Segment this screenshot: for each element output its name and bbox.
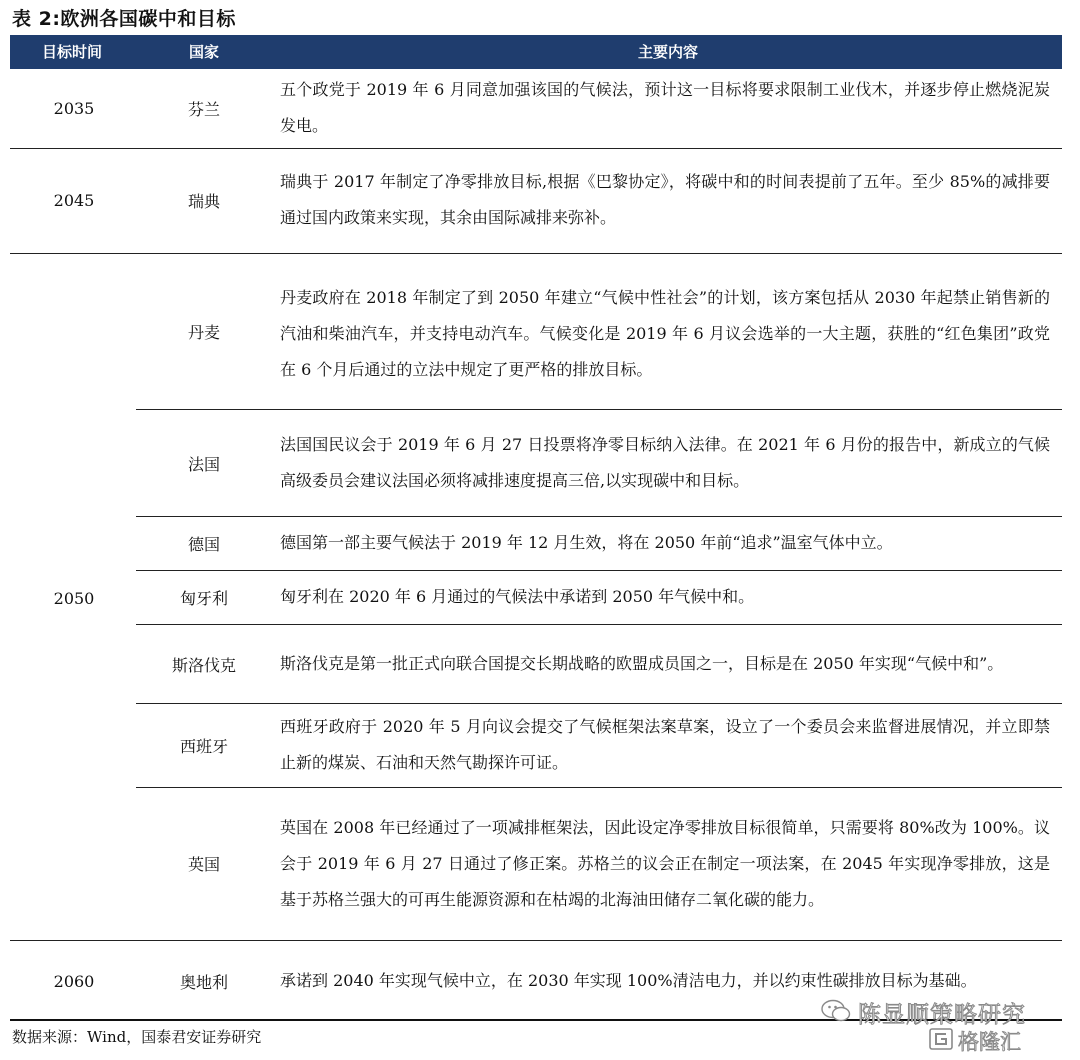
content-cell (280, 264, 1050, 404)
country-cell: 瑞典 (187, 191, 220, 211)
content-cell (280, 704, 1050, 786)
table-title: 表 2:欧洲各国碳中和目标 (12, 8, 236, 30)
country-cell: 匈牙利 (179, 588, 228, 608)
year-cell-2050: 2050 (53, 588, 95, 608)
row-divider (10, 940, 1062, 941)
content-cell (280, 571, 1050, 623)
content-text: 瑞典于 2017 年制定了净零排放目标,根据《巴黎协定》，将碳中和的时间表提前了五年。至少 85%的减排要通过国内政策来实现，其余由国际减排来弥补。 (280, 172, 1050, 227)
content-text: 承诺到 2040 年实现气候中立，在 2030 年实现 100%清洁电力，并以约束性碳排放目标为基础。 (280, 971, 977, 990)
header-year: 目标时间 (41, 43, 102, 61)
wechat-bubble-icon (820, 998, 852, 1024)
row-divider (136, 787, 1062, 788)
content-cell (280, 150, 1050, 250)
row-divider (10, 253, 1062, 254)
year-cell: 2035 (53, 98, 95, 118)
year-cell: 2060 (53, 971, 95, 991)
country-cell: 英国 (187, 854, 220, 874)
content-cell (280, 792, 1050, 936)
watermark-account-name: 陈显顺策略研究 (858, 1002, 1026, 1028)
country-cell: 斯洛伐克 (171, 655, 236, 675)
content-text: 匈牙利在 2020 年 6 月通过的气候法中承诺到 2050 年气候中和。 (280, 587, 755, 606)
row-divider (10, 148, 1062, 149)
content-cell (280, 72, 1050, 144)
table-header (10, 35, 1062, 69)
content-cell (280, 517, 1050, 569)
content-text: 德国第一部主要气候法于 2019 年 12 月生效，将在 2050 年前“追求”温室气体中立。 (280, 533, 893, 552)
header-country: 国家 (188, 43, 219, 61)
country-cell: 芬兰 (187, 99, 220, 119)
content-text: 丹麦政府在 2018 年制定了到 2050 年建立“气候中性社会”的计划，该方案包括从 2030 年起禁止销售新的汽油和柴油汽车，并支持电动汽车。气候变化是 2019 年 6 月议会选举的一大主题，获胜的“红色集团”政党在 6 个月后通过的立法中规定了更严格的排放目标。 (280, 288, 1050, 379)
source-note: 数据来源：Wind，国泰君安证券研究 (12, 1028, 262, 1046)
header-content: 主要内容 (637, 43, 698, 61)
content-text: 五个政党于 2019 年 6 月同意加强该国的气候法，预计这一目标将要求限制工业伐木，并逐步停止燃烧泥炭发电。 (280, 80, 1050, 135)
country-cell: 西班牙 (179, 736, 228, 756)
watermark-brand: 格隆汇 (958, 1030, 1021, 1054)
content-text: 英国在 2008 年已经通过了一项减排框架法，因此设定净零排放目标很简单，只需要将 80%改为 100%。议会于 2019 年 6 月 27 日通过了修正案。苏格兰的议会正在制定一项法案，在 2045 年实现净零排放，这是基于苏格兰强大的可再生能源资源和在枯竭的北海油田储存二氧化碳的能力。 (280, 818, 1050, 909)
watermark (812, 996, 1077, 1056)
gelonghui-logo-icon (928, 1027, 954, 1051)
content-cell (280, 410, 1050, 516)
content-text: 西班牙政府于 2020 年 5 月向议会提交了气候框架法案草案，设立了一个委员会来监督进展情况，并立即禁止新的煤炭、石油和天然气勘探许可证。 (280, 717, 1050, 772)
country-cell: 丹麦 (187, 323, 220, 342)
year-cell: 2045 (53, 190, 95, 210)
country-cell: 法国 (187, 454, 220, 474)
country-cell: 奥地利 (179, 972, 228, 992)
country-cell: 德国 (187, 534, 220, 554)
content-text: 法国国民议会于 2019 年 6 月 27 日投票将净零目标纳入法律。在 2021 年 6 月份的报告中，新成立的气候高级委员会建议法国必须将减排速度提高三倍,以实现碳中和目标。 (280, 435, 1050, 490)
content-cell (280, 625, 1050, 703)
content-text: 斯洛伐克是第一批正式向联合国提交长期战略的欧盟成员国之一，目标是在 2050 年实现“气候中和”。 (280, 654, 1004, 673)
